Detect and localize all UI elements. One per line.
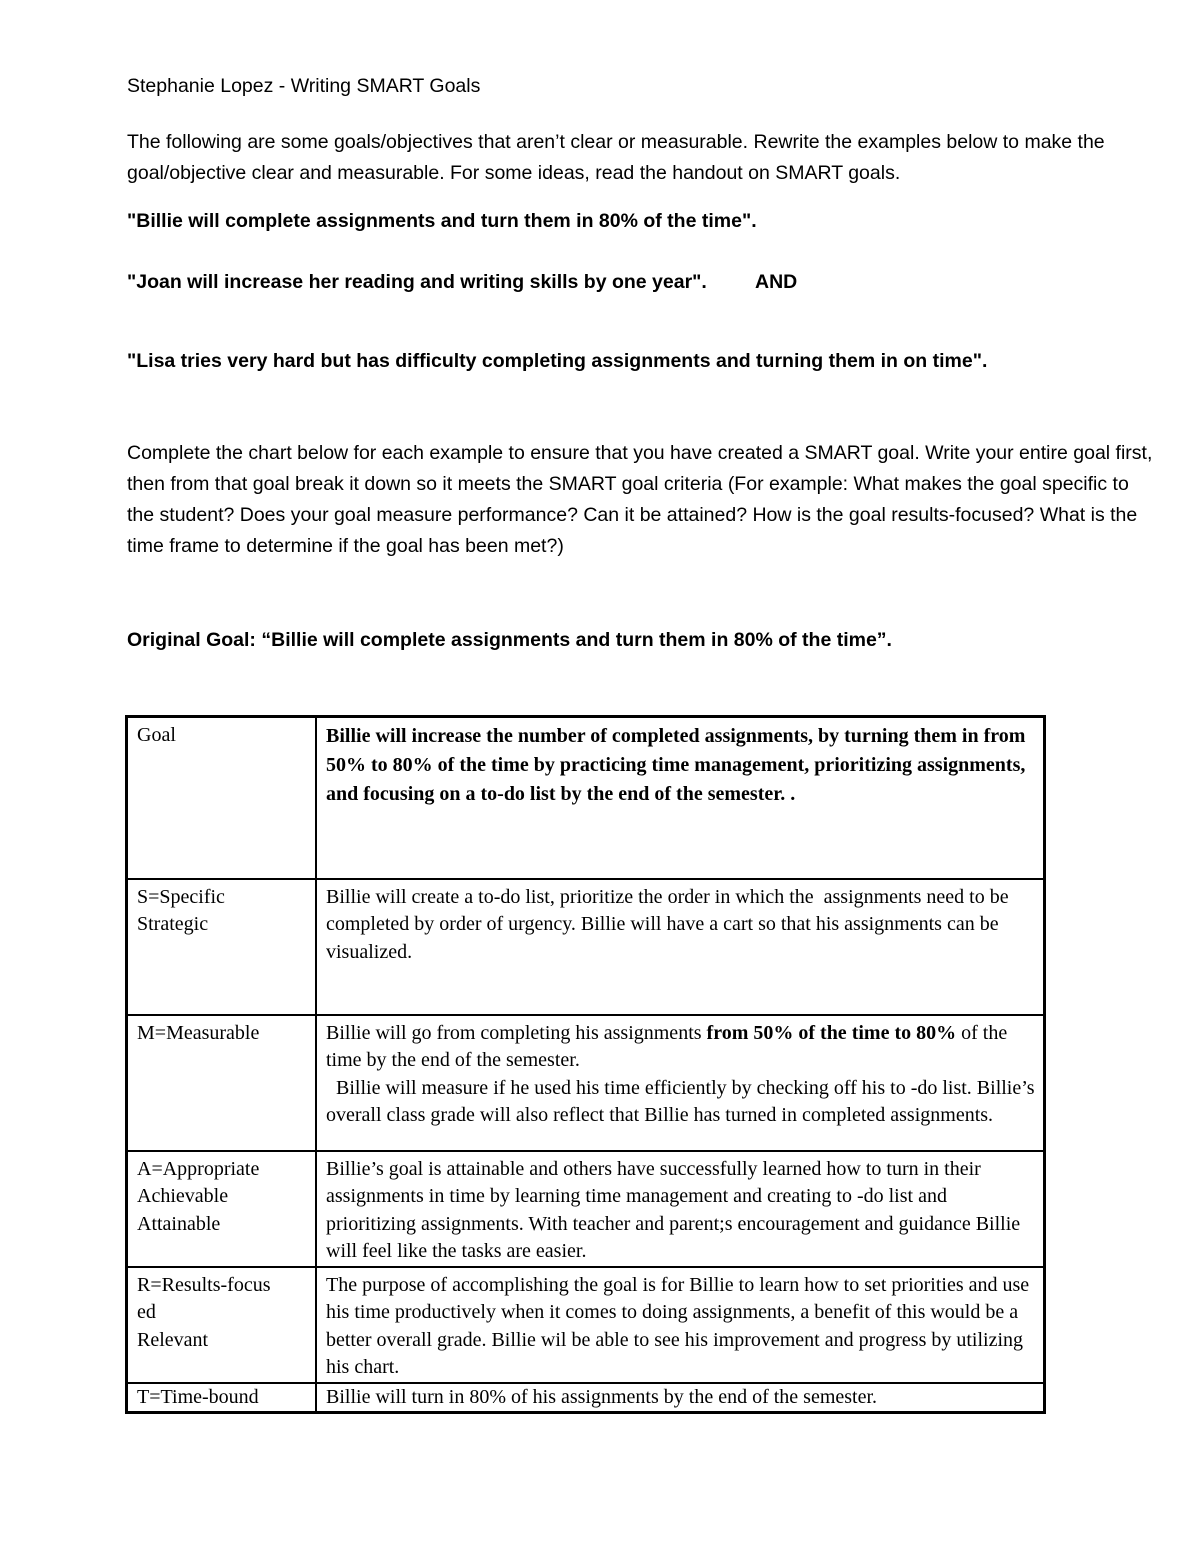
smart-goal-table: [125, 715, 1046, 1414]
example-and-label: AND: [754, 271, 798, 293]
table-row-goal: [127, 717, 1045, 879]
measurable-label-cell: [127, 1015, 317, 1151]
results-label: R=Results-focus ed Relevant: [137, 1273, 271, 1351]
example-billie: "Billie will complete assignments and turn them in 80% of the time".: [127, 210, 757, 232]
goal-label: Goal: [137, 724, 176, 746]
original-goal-text: “Billie will complete assignments and turn them in 80% of the time”.: [261, 629, 892, 651]
table-row-timebound: [127, 1383, 1045, 1413]
example-joan-text: "Joan will increase her reading and writing skills by one year".: [127, 271, 707, 293]
timebound-label-cell: [127, 1383, 317, 1413]
specific-label: S=Specific Strategic: [137, 885, 225, 935]
specific-label-cell: [127, 879, 317, 1015]
timebound-text-cell: [316, 1383, 1045, 1413]
timebound-text: Billie will turn in 80% of his assignments by the end of the semester.: [326, 1385, 878, 1408]
specific-text-cell: [316, 879, 1045, 1015]
table-row-results: [127, 1267, 1045, 1383]
results-text: The purpose of accomplishing the goal is for Billie to learn how to set priorities and use his time productively when it comes to doing assignments, a benefit of this would be a better overall grade. Billie wil be able to see his improvement and progress by utilizing his chart.: [326, 1273, 1035, 1378]
measurable-text: [326, 1020, 1035, 1130]
results-label-cell: [127, 1267, 317, 1383]
example-joan: [127, 270, 797, 294]
results-text-cell: [316, 1267, 1045, 1383]
goal-label-cell: [127, 717, 317, 879]
measurable-text-before: Billie will go from completing his assignments: [326, 1021, 707, 1044]
measurable-text-after: of the time by the end of the semester. Billie will measure if he used his time efficiently by checking off his to -do list. Billie’s overall class grade will also reflect that Billie has turned in completed assignments.: [326, 1021, 1035, 1126]
measurable-text-cell: [316, 1015, 1045, 1151]
original-goal-label: Original Goal:: [127, 629, 256, 651]
attainable-label-cell: [127, 1151, 317, 1267]
timebound-label: T=Time-bound: [137, 1385, 259, 1408]
goal-text: Billie will increase the number of completed assignments, by turning them in from 50% to 80% of the time by practicing time management, prioritizing assignments, and focusing on a to-do list by the end of the semester. .: [326, 725, 1031, 805]
specific-text: Billie will create a to-do list, prioritize the order in which the assignments need to be completed by order of urgency. Billie will have a cart so that his assignments can be visualized.: [326, 885, 1014, 963]
goal-text-cell: [316, 717, 1045, 879]
attainable-text-cell: [316, 1151, 1045, 1267]
attainable-label: A=Appropriate Achievable Attainable: [137, 1157, 260, 1235]
intro-paragraph: The following are some goals/objectives that aren’t clear or measurable. Rewrite the examples below to make the goal/objective clear and measurable. For some ideas, read the handout on SMART goals.: [127, 131, 1105, 184]
table-row-attainable: [127, 1151, 1045, 1267]
measurable-text-bold: from 50% of the time to 80%: [706, 1021, 957, 1044]
measurable-label: M=Measurable: [137, 1021, 260, 1044]
original-goal: [127, 628, 892, 652]
example-lisa: "Lisa tries very hard but has difficulty completing assignments and turning them in on time".: [127, 350, 988, 372]
table-row-measurable: [127, 1015, 1045, 1151]
page-title: Stephanie Lopez - Writing SMART Goals: [127, 75, 481, 97]
attainable-text: Billie’s goal is attainable and others have successfully learned how to turn in their assignments in time by learning time management and creating to -do list and prioritizing assignments. With teacher and parent;s encouragement and guidance Billie will feel like the tasks are easier.: [326, 1157, 1026, 1262]
table-row-specific: [127, 879, 1045, 1015]
instructions-paragraph: Complete the chart below for each example to ensure that you have created a SMART goal. Write your entire goal first, then from that goal break it down so it meets the SMART goal criteria (For example: What makes the goal specific to the student? Does your goal measure performance? Can it be attained? How is the goal results-focused? What is the time frame to determine if the goal has been met?): [127, 442, 1153, 557]
